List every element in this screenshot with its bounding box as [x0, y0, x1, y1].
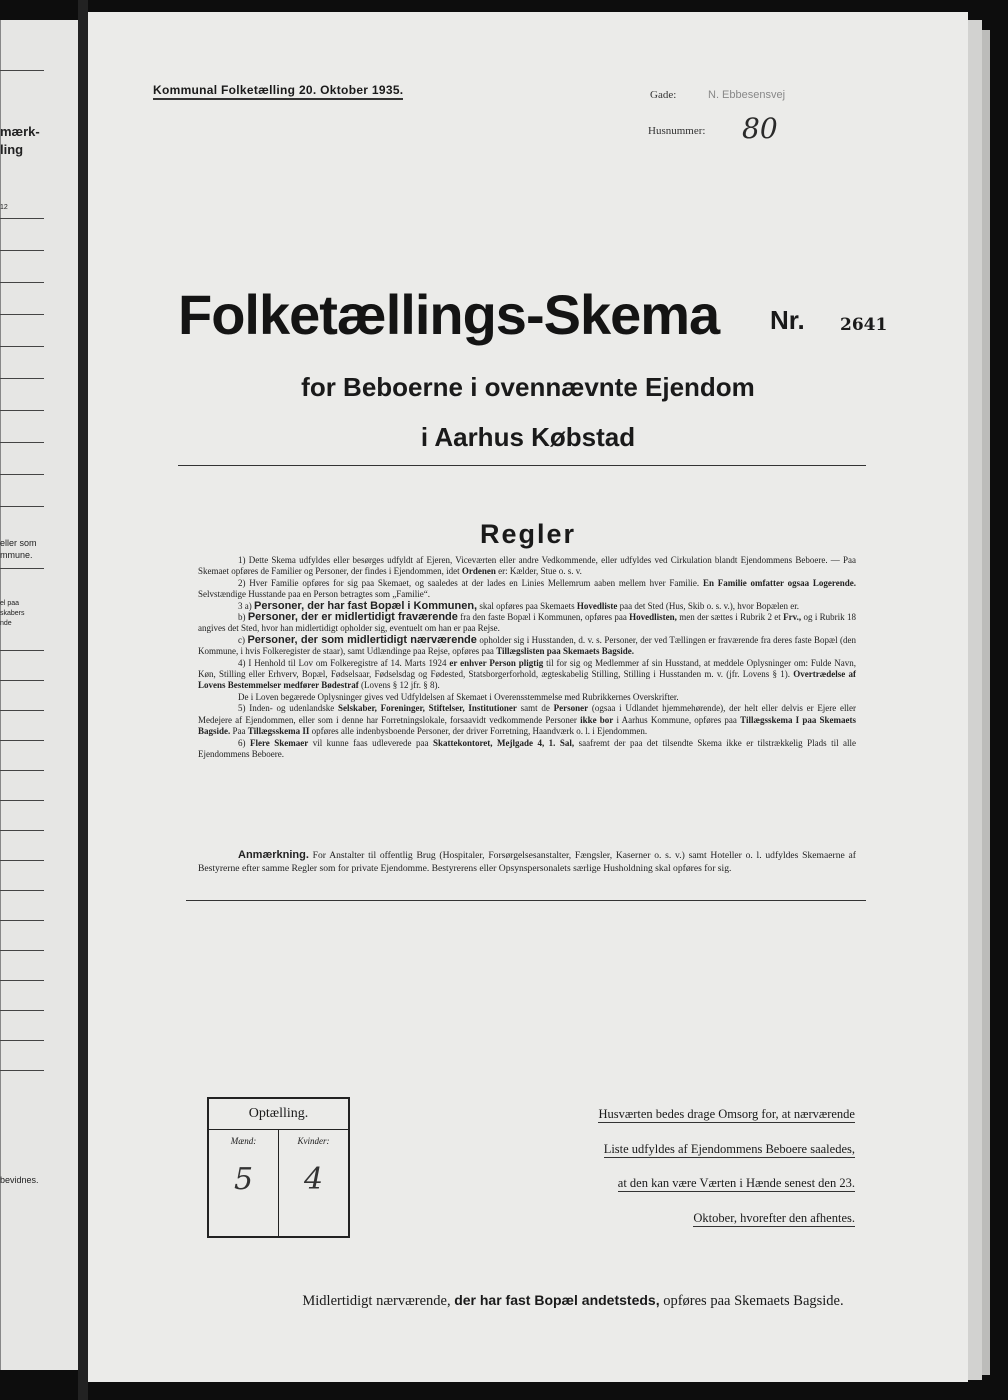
women-label: Kvinder:: [297, 1136, 330, 1146]
left-rule: [0, 378, 44, 379]
rule-6: 6) Flere Skemaer vil kunne faas udleverede paa Skattekontoret, Mejlgade 4, 1. Sal, saafremt der paa det tilsendte Skema ikke er tilstrækkelig Plads til alle Ejendommens Beboere.: [198, 737, 857, 759]
census-form-page: [88, 12, 968, 1382]
left-page-edge: [0, 20, 1, 1370]
remark-text: For Anstalter til offentlig Brug (Hospitaler, Forsørgelsesanstalter, Fængsler, Kaserner o. s. v.) samt Hoteller o. l. udfyldes Skemaerne af Bestyrerne efter samme Regler som for private Ejendomme. Bestyrerens eller Opsynspersonalets særlige Husholdning skal opføres for sig.: [198, 850, 856, 874]
men-label: Mænd:: [230, 1136, 257, 1146]
left-rule: [0, 346, 44, 347]
rule-4: 4) I Henhold til Lov om Folkeregistre af 14. Marts 1924 er enhver Person pligtig til for sig og Medlemmer af sin Husstand, at meddele Oplysninger om: Fulde Navn, Køn, Stilling eller Erhverv, Bopæl, Fødselsaar, Fødselsdag og Fødested, Statsborgerforhold, ægteskabelig Stilling, Stilling i Husstanden m. v. (jfr. Lovens § 1). Overtrædelse af Lovens Bestemmelser medfører Bødestraf (Lovens § 12 jfr. § 8).: [198, 657, 857, 691]
left-rule: [0, 218, 44, 219]
rule-5: 5) Inden- og udenlandske Selskaber, Foreninger, Stiftelser, Institutioner samt de Personer (ogsaa i Udlandet hjemmehørende), der helt eller delvis er Ejere eller Medejere af Ejendommen, eller som i denne har Forretningslokale, forsaavidt vedkommende Personer ikke bor i Aarhus Kommune, opføres paa Tillægsskema I paa Skemaets Bagside. Paa Tillægsskema II opføres alle indenbysboende Personer, der driver Forretning, Haandværk o. l. i Ejendommen.: [198, 703, 857, 737]
left-rule: [0, 860, 44, 861]
form-title: Folketællings-Skema: [178, 283, 720, 346]
men-count: 5: [233, 1162, 254, 1197]
left-fragment: mærk-: [0, 124, 40, 139]
remark: [198, 849, 856, 875]
page-edge: [968, 20, 982, 1380]
form-number: 2641: [840, 315, 888, 335]
house-number-value: 80: [742, 112, 778, 145]
left-rule: [0, 1070, 44, 1071]
divider: [178, 465, 866, 466]
left-rule: [0, 442, 44, 443]
left-rule: [0, 70, 44, 71]
book-gutter: [78, 0, 88, 1400]
rules-text: [198, 555, 856, 760]
notice-line: Husværten bedes drage Omsorg for, at nærværende: [598, 1107, 855, 1121]
left-rule: [0, 1010, 44, 1011]
footer-note: Midlertidigt nærværende, der har fast Bopæl andetsteds, opføres paa Skemaets Bagside.: [302, 1292, 844, 1309]
women-count: 4: [303, 1162, 324, 1197]
left-rule: [0, 250, 44, 251]
left-rule: [0, 980, 44, 981]
notice-line: Oktober, hvorefter den afhentes.: [693, 1210, 855, 1225]
remark-label: Anmærkning.: [238, 849, 309, 861]
rule-3b: b) Personer, der er midlertidigt fraværende fra den faste Bopæl i Kommunen, opføres paa Hovedlisten, men der sættes i Rubrik 2 et Frv., og i Rubrik 18 angives det Sted, hvor han midlertidigt opholder sig, eventuelt om han er paa Rejse.: [198, 611, 857, 634]
count-box: [207, 1097, 350, 1238]
left-rule: [0, 920, 44, 921]
left-fragment: ling: [0, 142, 24, 157]
left-rule: [0, 568, 44, 569]
left-rule: [0, 680, 44, 681]
left-fragment: nde: [0, 620, 12, 627]
left-rule: [0, 740, 44, 741]
notice-line: at den kan være Værten i Hænde senest den 23.: [617, 1176, 855, 1190]
left-fragment: eller som: [0, 538, 37, 548]
left-rule: [0, 890, 44, 891]
street-value: N. Ebbesensvej: [708, 89, 786, 101]
left-rule: [0, 506, 44, 507]
form-location: i Aarhus Købstad: [420, 422, 636, 452]
left-rule: [0, 1040, 44, 1041]
notice-line: Liste udfyldes af Ejendommens Beboere saaledes,: [603, 1141, 855, 1156]
left-rule: [0, 282, 44, 283]
left-fragment: bevidnes.: [0, 1175, 39, 1185]
left-fragment: skabers: [0, 610, 25, 617]
house-number-label: Husnummer:: [648, 125, 706, 137]
left-facing-page: [0, 20, 78, 1370]
rule-1: 1) Dette Skema udfyldes eller besørges udfyldt af Ejeren, Viceværten eller andre Vedkommende, eller udfyldes ved Cirkulation blandt Ejendommens Beboere. — Paa Skemaet opføres de Familier og Personer, der findes i Ejendommen, idet Ordenen er: Kælder, Stue o. s. v.: [198, 555, 856, 577]
landlord-notice: [493, 1097, 855, 1235]
page-edge-under: [982, 30, 990, 1375]
census-header: Kommunal Folketælling 20. Oktober 1935.: [153, 83, 403, 100]
left-rule: [0, 314, 44, 315]
women-column: [279, 1130, 348, 1236]
rule-3c: c) Personer, der som midlertidigt nærværende opholder sig i Husstanden, d. v. s. Personer, der ved Tællingen er fraværende fra deres faste Bopæl (den Kommune, i hvis Folkeregister de staar), samt Udlændinge paa Rejse, opføres paa Tillægslisten paa Skemaets Bagside.: [198, 633, 857, 657]
left-fragment: el paa: [0, 600, 20, 607]
left-fragment: 12: [0, 204, 8, 211]
divider: [186, 900, 866, 901]
left-rule: [0, 950, 44, 951]
left-rule: [0, 650, 44, 651]
men-column: [209, 1130, 279, 1236]
left-rule: [0, 410, 44, 411]
left-rule: [0, 830, 44, 831]
count-box-title: Optælling.: [209, 1099, 348, 1130]
left-rule: [0, 800, 44, 801]
street-label: Gade:: [650, 89, 677, 101]
left-fragment: mmune.: [0, 550, 33, 560]
form-subtitle: for Beboerne i ovennævnte Ejendom: [301, 372, 755, 402]
left-rule: [0, 474, 44, 475]
left-rule: [0, 710, 44, 711]
left-rule: [0, 770, 44, 771]
rule-4-note: De i Loven begærede Oplysninger gives ved Udfyldelsen af Skemaet i Overensstemmelse med Rubrikkernes Overskrifter.: [238, 691, 679, 702]
form-number-label: Nr.: [770, 305, 805, 335]
rules-heading: Regler: [479, 519, 577, 549]
rule-3a: 3 a) Personer, der har fast Bopæl i Kommunen, skal opføres paa Skemaets Hovedliste paa det Sted (Hus, Skib o. s. v.), hvor Bopælen er.: [238, 599, 799, 612]
rule-2: 2) Hver Familie opføres for sig paa Skemaet, og saaledes at der lades en Linies Mellemrum aaben mellem hver Familie. En Familie omfatter ogsaa Logerende. Selvstændige Husstande paa en Person betragtes som „Familie“.: [198, 577, 856, 600]
